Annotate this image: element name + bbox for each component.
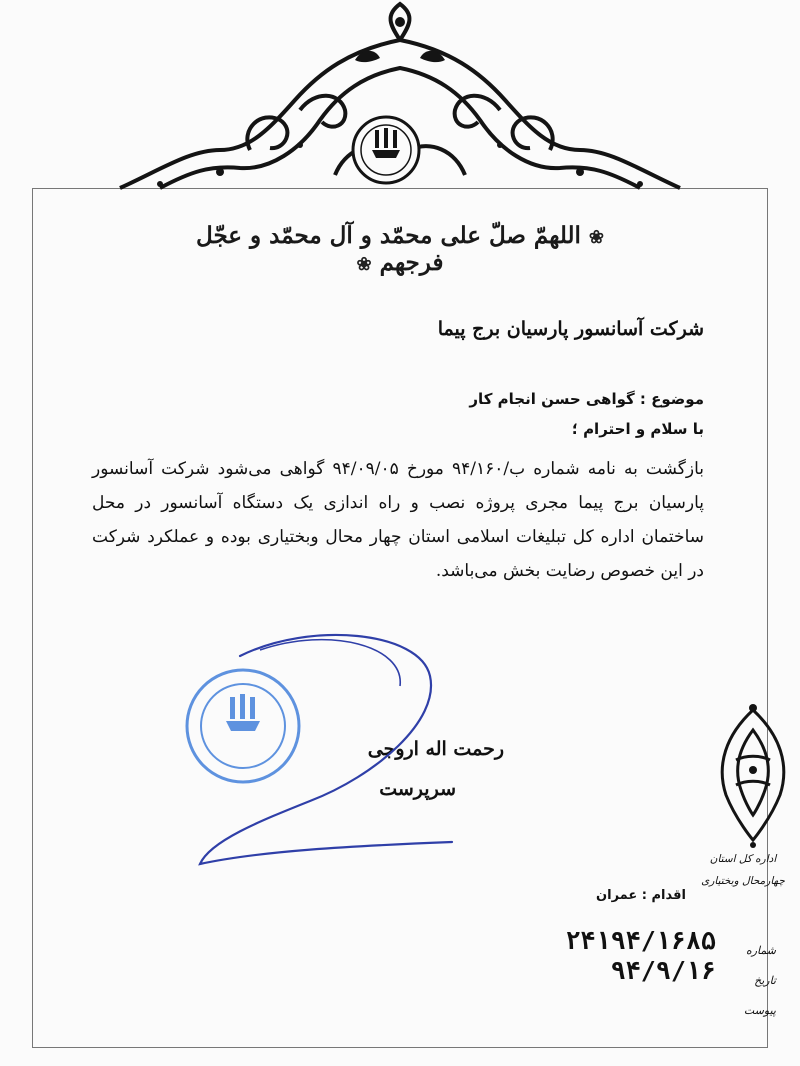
ornament-side-icon <box>706 700 800 850</box>
blessing-text: اللهمّ صلّ علی محمّد و آل محمّد و عجّل فرجهم <box>196 222 581 276</box>
blessing-header <box>170 222 630 276</box>
meta-labels <box>724 936 776 1026</box>
side-office-line1: اداره کل استان <box>709 853 777 865</box>
official-seal-icon <box>182 665 304 787</box>
meta-attachment-label: پیوست <box>743 1004 776 1017</box>
side-office-stamp <box>698 848 788 892</box>
signer-name: رحمت اله اروجی <box>367 738 504 760</box>
signer-title: سرپرست <box>379 778 456 800</box>
letter-greeting: با سلام و احترام ؛ <box>571 420 704 438</box>
letter-body: بازگشت به نامه شماره ب/۹۴/۱۶۰ مورخ ۹۴/۰۹/۰۵ گواهی می‌شود شرکت آسانسور پارسیان برج پیما مجری پروژه نصب و راه اندازی یک دستگاه آسانسور در محل ساختمان اداره کل تبلیغات اسلامی استان چهار محال وبختیاری بوده و عملکرد شرکت در این خصوص رضایت بخش می‌باشد. <box>92 459 704 581</box>
meta-number-label: شماره <box>745 944 776 957</box>
blessing-flourish-right-icon: ❀ <box>588 227 604 248</box>
meta-date-label: تاریخ <box>754 974 776 987</box>
company-name: شرکت آسانسور پارسیان برج پیما <box>437 318 704 340</box>
blessing-flourish-left-icon: ❀ <box>356 254 372 275</box>
letter-date: ۹۴/۹/۱۶ <box>610 956 716 985</box>
emblem-top-icon <box>348 112 424 188</box>
side-office-line2: چهارمحال وبختیاری <box>701 875 785 887</box>
letter-subject: موضوع : گواهی حسن انجام کار <box>469 390 704 408</box>
action-note: اقدام : عمران <box>596 888 686 903</box>
letter-border <box>32 188 768 1048</box>
letter-number: ۲۴۱۹۴/۱۶۸۵ <box>565 926 716 955</box>
